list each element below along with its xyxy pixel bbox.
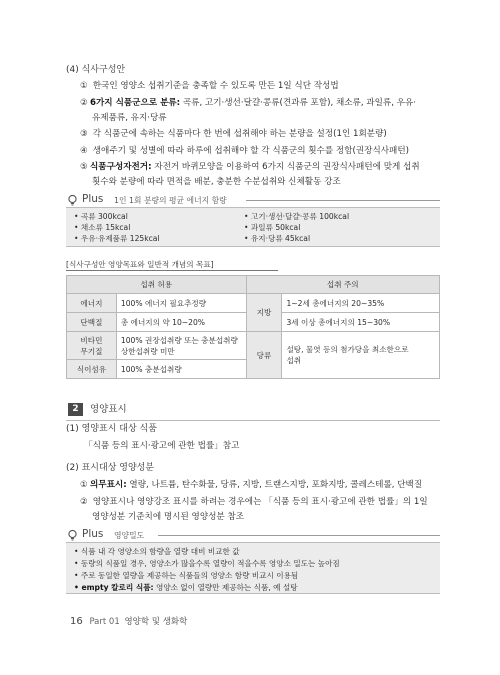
row-label: 에너지 (67, 294, 117, 313)
plus-content-box (66, 207, 440, 247)
list-item: ④ 생애주기 및 성별에 따라 하루에 섭취해야 할 각 식품군의 횟수를 정함(권장식사패턴) (80, 146, 410, 156)
list-item: ⑤ 식품구성자전거: 자전거 바퀴모양을 이용하여 6가지 식품군의 권장식사패턴에 맞게 섭취 (80, 162, 420, 172)
row-value: 총 에너지의 약 10~20% (116, 313, 246, 332)
row-value: 100% 권장섭취량 또는 충분섭취량 상한섭취량 미만 (116, 332, 246, 360)
part-label: Part 01 (89, 617, 120, 627)
divider (66, 420, 440, 421)
row-value: 100% 에너지 필요추정량 (116, 294, 246, 313)
plus-header (66, 193, 440, 207)
energy-item: • 곡류 300kcal (74, 212, 128, 221)
divider (158, 535, 440, 536)
list-item-continuation: 유제품류, 유지·당류 (92, 113, 167, 123)
lightbulb-icon (66, 194, 79, 206)
energy-item: • 과일류 50kcal (244, 223, 301, 232)
plus-subtitle: 1인 1회 분량의 평균 에너지 함량 (114, 196, 227, 205)
row-value: 3세 이상 총에너지의 15~30% (282, 313, 440, 332)
plus-header (66, 528, 440, 542)
list-item: ② 6가지 식품군으로 분류: 곡류, 고기·생선·달걀·콩류(견과류 포함), 채소류, 과일류, 우유· (80, 98, 417, 108)
list-item-continuation: 영양성분 기준치에 명시된 영양성분 참조 (92, 512, 245, 522)
row-label: 식이섬유 (67, 360, 117, 379)
plus-label: Plus (82, 528, 104, 540)
energy-item: • 고기·생선·달걀·콩류 100kcal (244, 212, 350, 221)
subsection-heading: (2) 표시대상 영양성분 (66, 463, 155, 473)
row-value: 설탕, 물엿 등의 첨가당을 최소한으로 섭취 (282, 332, 440, 379)
table-header: 섭취 허용 (67, 276, 247, 294)
plus-subtitle: 영양밀도 (114, 531, 145, 540)
row-value: 100% 충분섭취량 (116, 360, 246, 379)
page-number: 16 (70, 616, 83, 627)
section-title: 영양표시 (90, 404, 127, 415)
nutrition-goal-table (66, 275, 440, 379)
title-underline (66, 270, 278, 271)
energy-item: • 채소류 15kcal (74, 223, 131, 232)
list-item: ① 한국인 영양소 섭취기준을 충족할 수 있도록 만든 1일 식단 작성법 (80, 81, 339, 91)
subsection-heading: (1) 영양표시 대상 식품 (66, 424, 157, 434)
density-item: • 동량의 식품일 경우, 영양소가 많을수록 열량이 적을수록 영양소 밀도는 높아짐 (74, 559, 340, 568)
plus-label: Plus (82, 193, 104, 205)
list-item: ① 의무표시: 열량, 나트륨, 탄수화물, 당류, 지방, 트랜스지방, 포화지방, 콜레스테롤, 단백질 (80, 480, 423, 490)
row-label: 지방 (246, 294, 282, 332)
row-label (67, 332, 117, 360)
row-label: 단백질 (67, 313, 117, 332)
list-item: ③ 각 식품군에 속하는 식품마다 한 번에 섭취해야 하는 분량을 설정(1인 1회분량) (80, 129, 387, 139)
density-item: • 주로 동일한 열량을 제공하는 식품들의 영양소 함량 비교시 이용됨 (74, 571, 299, 580)
paragraph: 「식품 등의 표시·광고에 관한 법률」참고 (84, 441, 240, 451)
density-item: • 식품 내 각 영양소의 함량을 열량 대비 비교한 값 (74, 547, 240, 556)
row-label-line2: 무기질 (80, 346, 103, 356)
table-title: [식사구성안 영양목표와 일반적 개념의 목표] (66, 260, 214, 269)
lightbulb-icon (66, 529, 79, 541)
row-label-line1: 비타민 (80, 335, 103, 345)
list-item-continuation: 횟수와 분량에 따라 면적을 배분, 충분한 수분섭취와 신체활동 강조 (92, 177, 341, 187)
chapter-title: 영양학 및 생화학 (124, 617, 188, 627)
section-number-badge: 2 (68, 403, 83, 416)
table-header: 섭취 주의 (246, 276, 439, 294)
divider (246, 200, 440, 201)
plus-content-box (66, 542, 440, 594)
list-item: ② 영양표시나 영양강조 표시를 하려는 경우에는 「식품 등의 표시·광고에 관한 법률」의 1일 (80, 497, 428, 507)
row-label: 당류 (246, 332, 282, 379)
energy-item: • 유지·당류 45kcal (244, 234, 311, 243)
page-footer (70, 615, 187, 627)
row-value: 1~2세 총에너지의 20~35% (282, 294, 440, 313)
section-heading: (4) 식사구성안 (66, 65, 126, 75)
energy-item: • 우유·유제품류 125kcal (74, 234, 160, 243)
density-item: • empty 칼로리 식품: 영양소 없이 열량만 제공하는 식품, 예 설탕 (74, 583, 298, 592)
